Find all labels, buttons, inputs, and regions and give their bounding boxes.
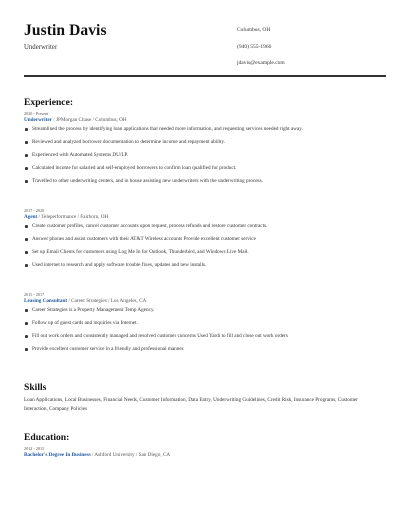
job-bullets: [24, 126, 386, 191]
list-item: Streamlined the process by identifying loan applications that needed more information, and requesting services needed right away.: [24, 126, 386, 139]
job-title: Underwriter: [24, 117, 52, 123]
education-dates: 2012 - 2015: [24, 446, 45, 451]
job-dates: 2020 - Present: [24, 111, 49, 116]
education-header: [24, 452, 386, 459]
list-item: Answer phones and assist customers with their AT&T Wireless accounts Provide excellent customer service: [24, 236, 386, 249]
job-title: Leasing Consultant: [24, 298, 68, 304]
experience-heading: Experience:: [24, 97, 74, 108]
job-bullets: [24, 223, 386, 275]
header-divider: [24, 75, 386, 77]
contact-phone: (940) 555-1966: [237, 43, 272, 50]
candidate-name: Justin Davis: [24, 22, 107, 39]
list-item: Used internet to research and apply software trouble fixes, updates and new installs.: [24, 262, 386, 275]
contact-location: Columbus, OH: [237, 27, 271, 33]
list-item: Career Strategies is a Property Management Temp Agency.: [24, 307, 386, 320]
skills-heading: Skills: [24, 382, 47, 393]
list-item: Reviewed and analyzed borrower documentation to determine income and repayment ability.: [24, 139, 386, 152]
list-item: Create customer profiles, cancel customer accounts upon request, process refunds and restore customer contracts.: [24, 223, 386, 236]
contact-block: [237, 26, 397, 76]
job-entry: [24, 208, 386, 275]
candidate-role: Underwriter: [24, 44, 58, 51]
job-meta: / Career Strategies / Los Angeles, CA: [67, 298, 147, 304]
list-item: Follow up of guest cards and inquiries via Internet.: [24, 320, 386, 333]
list-item: Travelled to other underwriting centers, and in house assisting new underwriters with the underwriting process.: [24, 178, 386, 191]
job-entry: [24, 111, 386, 191]
job-entry: [24, 292, 386, 359]
job-header: [24, 214, 386, 223]
job-header: [24, 298, 386, 307]
job-dates: 2017 - 2020: [24, 208, 45, 213]
job-meta: / Teleperformance / Fairborn, OH: [37, 214, 109, 220]
education-heading: Education:: [24, 432, 70, 443]
list-item: Fill out work orders and consistently managed and resolved customer concerns Used Yardi to fill and close out work orders: [24, 333, 386, 346]
skills-list: Loan Applications, Local Businesses, Financial Needs, Customer Information, Data Entry, Underwriting Guidelines, Credit Risk, Insurance Programs, Customer Interaction, Company Policies: [24, 397, 358, 412]
list-item: Provide excellent customer service in a friendly and professional manner.: [24, 346, 386, 359]
list-item: Experienced with Automated Systems DU/LP.: [24, 152, 386, 165]
job-meta: / JPMorgan Chase / Columbus, OH: [51, 117, 127, 123]
degree-title: Bachelor's Degree In Business: [24, 452, 91, 458]
job-header: [24, 117, 386, 126]
job-dates: 2015 - 2017: [24, 292, 45, 297]
job-title: Agent: [24, 214, 38, 220]
contact-email[interactable]: jdavis@example.com: [237, 60, 285, 66]
list-item: Calculated income for salaried and self-employed borrowers to confirm loan qualified for product.: [24, 165, 386, 178]
school-meta: / Ashford University / San Diego, CA: [91, 452, 171, 458]
list-item: Set up Email Clients for customers using Log Me In for Outlook, Thunderbird, and Windows Live Mail.: [24, 249, 386, 262]
job-bullets: [24, 307, 386, 359]
education-entry: [24, 446, 386, 459]
